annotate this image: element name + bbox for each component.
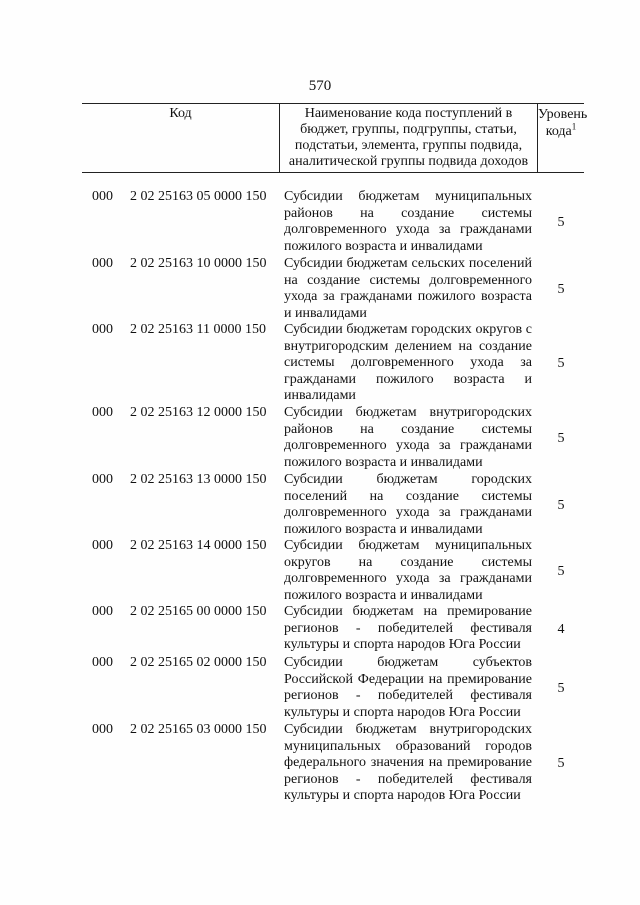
row-admin-code: 000 xyxy=(92,189,113,204)
row-name: Субсидии бюджетам субъектов Российской Федерации на премирование регионов - победителей фестиваля культуры и спорта народов Юга России xyxy=(284,655,532,720)
header-level-footnote: 1 xyxy=(571,121,577,132)
row-code: 2 02 25163 14 0000 150 xyxy=(130,538,267,553)
row-level: 5 xyxy=(557,564,565,579)
page-number: 570 xyxy=(308,78,332,94)
row-name: Субсидии бюджетам внутригородских районов на создание системы долговременного ухода за гражданами пожилого возраста и инвалидами xyxy=(284,405,532,470)
row-name: Субсидии бюджетам городских поселений на создание системы долговременного ухода за гражданами пожилого возраста и инвалидами xyxy=(284,472,532,537)
row-level: 4 xyxy=(557,622,565,637)
row-level: 5 xyxy=(557,431,565,446)
row-admin-code: 000 xyxy=(92,322,113,337)
row-level: 5 xyxy=(557,282,565,297)
table-header xyxy=(82,103,588,173)
row-name: Субсидии бюджетам городских округов с внутригородским делением на создание системы долговременного ухода за гражданами пожилого возраста и инвалидами xyxy=(284,322,532,404)
row-name: Субсидии бюджетам сельских поселений на создание системы долговременного ухода за гражданами пожилого возраста и инвалидами xyxy=(284,256,532,321)
header-level-line2: кода xyxy=(545,124,572,139)
row-admin-code: 000 xyxy=(92,472,113,487)
row-level: 5 xyxy=(557,498,565,513)
row-admin-code: 000 xyxy=(92,405,113,420)
row-admin-code: 000 xyxy=(92,256,113,271)
row-code: 2 02 25165 03 0000 150 xyxy=(130,722,267,737)
header-level xyxy=(538,104,588,172)
row-code: 2 02 25163 11 0000 150 xyxy=(130,322,266,337)
row-code: 2 02 25163 10 0000 150 xyxy=(130,256,267,271)
header-name: Наименование кода поступлений в бюджет, группы, подгруппы, статьи, подстатьи, элемента, группы подвида, аналитической группы подвида доходов xyxy=(280,104,538,172)
row-code: 2 02 25165 02 0000 150 xyxy=(130,655,267,670)
header-level-line1: Уровень xyxy=(538,107,588,122)
row-admin-code: 000 xyxy=(92,722,113,737)
row-level: 5 xyxy=(557,356,565,371)
row-name: Субсидии бюджетам внутригородских муниципальных образований городов федерального значения на премирование регионов - победителей фестиваля культуры и спорта народов Юга России xyxy=(284,722,532,804)
row-admin-code: 000 xyxy=(92,604,113,619)
row-level: 5 xyxy=(557,681,565,696)
row-name: Субсидии бюджетам муниципальных округов на создание системы долговременного ухода за гражданами пожилого возраста и инвалидами xyxy=(284,538,532,603)
row-code: 2 02 25163 12 0000 150 xyxy=(130,405,267,420)
row-admin-code: 000 xyxy=(92,655,113,670)
row-level: 5 xyxy=(557,215,565,230)
row-code: 2 02 25165 00 0000 150 xyxy=(130,604,267,619)
row-code: 2 02 25163 05 0000 150 xyxy=(130,189,267,204)
row-name: Субсидии бюджетам на премирование регионов - победителей фестиваля культуры и спорта народов Юга России xyxy=(284,604,532,653)
row-level: 5 xyxy=(557,756,565,771)
row-admin-code: 000 xyxy=(92,538,113,553)
row-name: Субсидии бюджетам муниципальных районов на создание системы долговременного ухода за гражданами пожилого возраста и инвалидами xyxy=(284,189,532,254)
header-code: Код xyxy=(82,104,280,172)
row-code: 2 02 25163 13 0000 150 xyxy=(130,472,267,487)
